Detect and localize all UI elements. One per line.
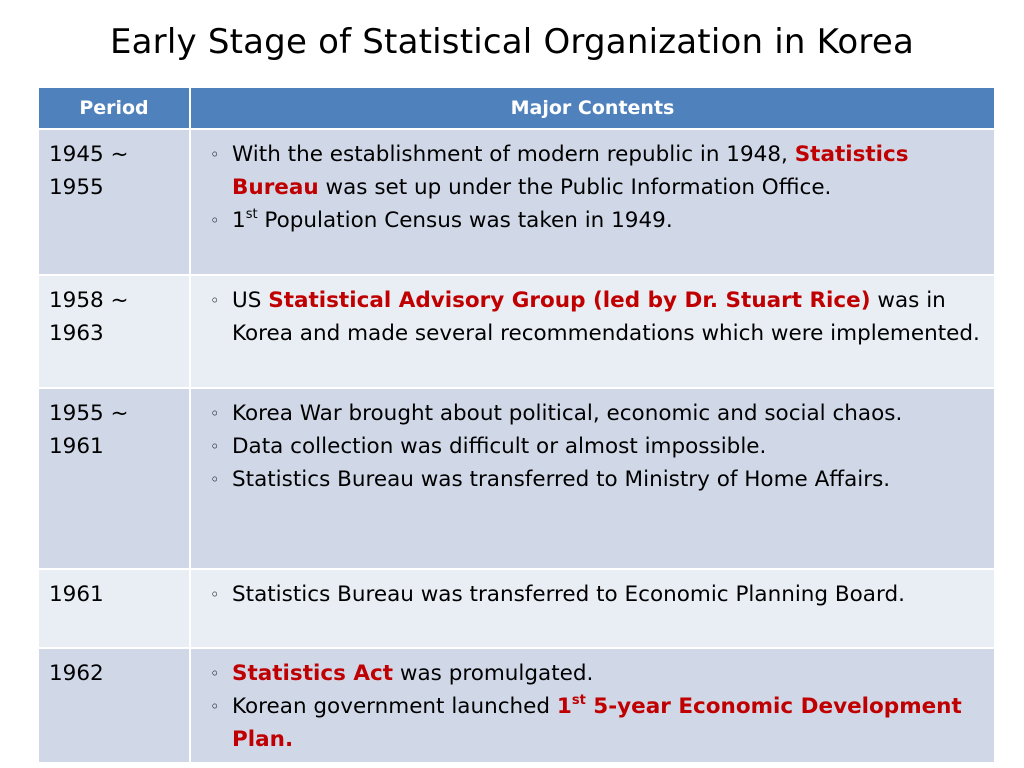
bullet-text: Korean government launched [232, 694, 557, 719]
superscript: st [571, 693, 586, 708]
bullet-mark: ◦ [210, 585, 220, 604]
period-text: 1945 ~ [49, 142, 129, 167]
bullet-item [201, 430, 986, 463]
bullet-mark: ◦ [210, 291, 220, 310]
bullet-text: Data collection was difficult or almost impossible. [232, 434, 767, 459]
contents-table [37, 86, 996, 764]
table-header-row [38, 87, 995, 129]
bullet-text: Korea War brought about political, economic and social chaos. [232, 401, 903, 426]
period-cell [38, 648, 190, 763]
bullet-item [201, 657, 986, 690]
bullet-mark: ◦ [210, 437, 220, 456]
period-text: 1961 [49, 434, 104, 459]
period-text: 1955 [49, 175, 104, 200]
content-cell [190, 569, 995, 648]
period-header: Period [38, 87, 190, 129]
contents-header: Major Contents [190, 87, 995, 129]
bullet-mark: ◦ [210, 404, 220, 423]
table-row [38, 275, 995, 388]
bullet-mark: ◦ [210, 470, 220, 489]
highlight-text: Statistical Advisory Group (led by Dr. Stuart Rice) [268, 288, 871, 313]
period-text: 1955 ~ [49, 401, 129, 426]
bullet-text: was in Korea and made several recommendations which were implemented. [232, 288, 980, 346]
table-row [38, 648, 995, 763]
content-cell [190, 388, 995, 569]
table-row [38, 569, 995, 648]
period-cell [38, 129, 190, 275]
content-cell [190, 648, 995, 763]
highlight-text: Statistics Act [232, 661, 394, 686]
bullet-item [201, 397, 986, 430]
highlight-text: 1 [556, 694, 572, 719]
table-row [38, 129, 995, 275]
table-row [38, 388, 995, 569]
period-text: 1958 ~ [49, 288, 129, 313]
bullet-text: 1 [232, 208, 246, 233]
period-text: 1962 [49, 661, 104, 686]
bullet-item [201, 204, 986, 237]
period-cell [38, 275, 190, 388]
content-cell [190, 275, 995, 388]
bullet-text: was promulgated. [393, 661, 594, 686]
bullet-mark: ◦ [210, 697, 220, 716]
period-cell [38, 569, 190, 648]
bullet-item [201, 578, 986, 611]
bullet-text: Population Census was taken in 1949. [257, 208, 673, 233]
period-text: 1961 [49, 582, 104, 607]
highlight-text: 5-year Economic Development Plan. [232, 694, 962, 752]
bullet-item [201, 463, 986, 496]
content-cell [190, 129, 995, 275]
bullet-text: With the establishment of modern republic in 1948, [232, 142, 788, 167]
slide-title: Early Stage of Statistical Organization in Korea [109, 22, 915, 62]
bullet-item [201, 690, 986, 756]
bullet-item [201, 138, 986, 204]
bullet-mark: ◦ [210, 664, 220, 683]
superscript: st [245, 207, 258, 222]
bullet-mark: ◦ [210, 211, 220, 230]
bullet-text: Statistics Bureau was transferred to Economic Planning Board. [232, 582, 905, 607]
bullet-text: US [232, 288, 269, 313]
bullet-mark: ◦ [210, 145, 220, 164]
period-cell [38, 388, 190, 569]
period-text: 1963 [49, 321, 104, 346]
bullet-text: Statistics Bureau was transferred to Ministry of Home Affairs. [232, 467, 891, 492]
highlight-text: Statistics Bureau [232, 142, 909, 200]
bullet-item [201, 284, 986, 350]
bullet-text: was set up under the Public Information Office. [318, 175, 832, 200]
